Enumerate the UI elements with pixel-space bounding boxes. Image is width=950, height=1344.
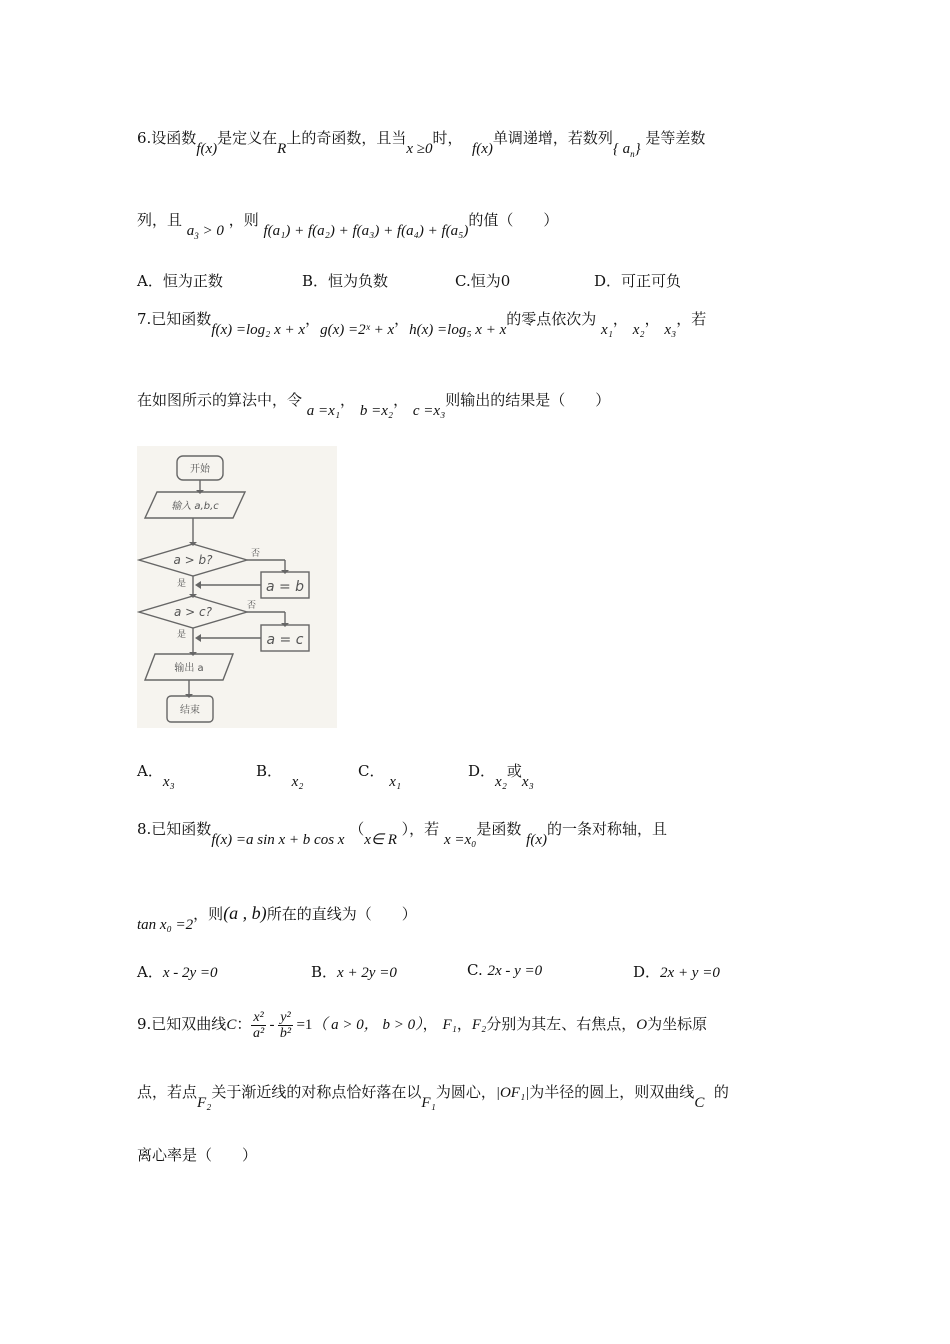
q6-text: 是定义在 [217, 129, 278, 147]
q9-text: 为圆心， [435, 1083, 496, 1101]
q9-cond: （ a > 0， b > 0） [312, 1017, 423, 1033]
q6-text: 的值（ ） [468, 211, 559, 229]
q8-option-b: B．x + 2y =0 [311, 963, 397, 981]
q7-let-b: b =x₂ [359, 403, 394, 419]
q7-text: 7.已知函数 [137, 310, 212, 328]
q9-C: C [226, 1017, 237, 1033]
q7-fx: f(x) =log₂ x + x [211, 322, 306, 338]
q7-x1: x₁ [601, 322, 613, 338]
q9-text: 分别为其左、右焦点， [486, 1015, 637, 1033]
q7-text: ，若 [676, 310, 707, 328]
q7-let-c: c =x₃ [412, 403, 446, 419]
flow-no-2-label: 否 [247, 601, 257, 611]
q7-line1: 7.已知函数f(x) =log₂ x + x，g(x) =2ˣ + x，h(x) =log₅ x + x的零点依次为 x₁， x₂， x₃，若 [137, 310, 707, 338]
q9-line3: 离心率是（ ） [137, 1146, 258, 1164]
q9-frac-y: $\frac{\text{y²}}{\text{b²}}$ [279, 1009, 292, 1041]
q7-x3: x₃ [664, 322, 677, 338]
q7-option-a: A．x₃ [137, 762, 175, 790]
q8-line1: 8.已知函数f(x) =a sin x + b cos x （x∈ R ），若 x =x₀是函数 f(x)的一条对称轴，且 [137, 820, 667, 848]
q8-point: (a , b) [223, 903, 267, 923]
flowchart-svg [137, 446, 337, 728]
q8-tan: tan x₀ =2 [137, 917, 194, 933]
q8-fx-short: f(x) [526, 832, 547, 848]
flow-no-1-label: 否 [251, 549, 261, 559]
q7-text: 则输出的结果是（ ） [445, 391, 611, 409]
q7-line2: 在如图所示的算法中，令 a =x₁， b =x₂， c =x₃则输出的结果是（ ） [137, 391, 611, 419]
q6-cond: x ≥0 [406, 141, 433, 157]
flow-assign-2-label: a = c [266, 632, 304, 648]
q6-line2 [137, 210, 559, 241]
q9-text: 为坐标原 [647, 1015, 708, 1033]
flow-input-label: 输入 a,b,c [171, 501, 219, 512]
flow-cond-1-label: a > b? [173, 553, 213, 567]
q9-text: 9.已知双曲线 [137, 1015, 227, 1033]
flow-yes-2-label: 是 [177, 630, 187, 640]
flow-assign-1-label: a = b [265, 579, 305, 595]
q6-text: 是等差数 [645, 129, 706, 147]
q6-option-b: B．恒为负数 [302, 272, 389, 290]
q8-option-a: A．x - 2y =0 [137, 963, 218, 981]
q7-gx: g(x) =2ˣ + x [320, 322, 395, 338]
q6-an: { $a_n$} [612, 141, 641, 159]
q8-text: ，则 [193, 905, 224, 923]
q6-text: 时， [432, 129, 463, 147]
q6-R: R [277, 141, 287, 157]
q8-axis: x =x₀ [443, 832, 477, 848]
flow-cond-2-label: a > c? [173, 605, 213, 619]
q8-option-d: D．2x + y =0 [633, 963, 720, 981]
q6-a3: $a_3 > 0$ [186, 223, 224, 241]
q9-frac-x: $\frac{\text{x²}}{\text{a²}}$ [252, 1009, 265, 1041]
q8-option-c: C. 2x - y =0 [467, 961, 543, 979]
q7-option-b: B． x₂ [256, 762, 304, 790]
q6-text: 单调递增，若数列 [492, 129, 613, 147]
q8-text: 的一条对称轴，且 [546, 820, 667, 838]
q9-line1: 9.已知双曲线C： $\frac{\text{x²}}{\text{a²}}$ - $\frac{\text{y²}}{\text{b²}}$ =1（ a > 0， b > 0）， F₁，F₂分别为其左、右焦点，O为坐标原 [137, 1009, 708, 1041]
q8-text: ），若 [401, 820, 440, 838]
q7-text: 的零点依次为 [506, 310, 597, 328]
q6-line1 [137, 128, 706, 159]
q6-fx: f(x) [472, 141, 493, 157]
q9-F1: F₁ [442, 1017, 457, 1033]
q9-OF1: |OF₁| [495, 1085, 530, 1101]
q8-domain: x∈ R [364, 832, 397, 848]
q9-O: O [636, 1017, 648, 1033]
q6-text: 上的奇函数，且当 [286, 129, 407, 147]
q7-hx: h(x) =log₅ x + x [409, 322, 507, 338]
q9-text: 点，若点 [137, 1083, 198, 1101]
flow-yes-1-label: 是 [177, 579, 187, 589]
flow-end-label: 结束 [180, 705, 200, 716]
q7-let-a: a =x₁ [306, 403, 341, 419]
flowchart-figure [137, 446, 337, 728]
q8-text: 所在的直线为（ ） [266, 905, 417, 923]
q6-option-c: C.恒为0 [455, 272, 511, 290]
flow-start-label: 开始 [190, 464, 210, 475]
flow-output-label: 输出 a [174, 663, 204, 674]
q9-text: 为半径的圆上，则双曲线 [529, 1083, 695, 1101]
q6-option-a: A．恒为正数 [137, 272, 223, 290]
q6-text: ，则 [228, 211, 259, 229]
q6-fx: f(x) [196, 141, 218, 157]
q7-x2: x₂ [632, 322, 645, 338]
q7-text: 在如图所示的算法中，令 [137, 391, 303, 409]
q8-fx: f(x) =a sin x + b cos x [211, 832, 345, 848]
q7-option-d: D．x₂或x₃ [468, 762, 534, 790]
q6-text: 6.设函数 [137, 129, 197, 147]
q6-option-d: D．可正可负 [594, 272, 682, 290]
q9-text: 关于渐近线的对称点恰好落在以 [211, 1083, 422, 1101]
q6-sum: f(a₁) + f(a₂) + f(a₃) + f(a₄) + f(a₅) [263, 223, 469, 239]
q9-line2: 点，若点F₂关于渐近线的对称点恰好落在以F₁为圆心，|OF₁|为半径的圆上，则双曲线C 的 [137, 1083, 729, 1111]
q7-option-c: C． x₁ [358, 762, 402, 790]
q8-line2 [137, 903, 417, 933]
q9-text: 的 [713, 1083, 729, 1101]
q8-text: 8.已知函数 [137, 820, 212, 838]
q9-F2: F₂ [471, 1017, 487, 1033]
q6-text: 列，且 [137, 211, 183, 229]
q8-text: 是函数 [476, 820, 522, 838]
